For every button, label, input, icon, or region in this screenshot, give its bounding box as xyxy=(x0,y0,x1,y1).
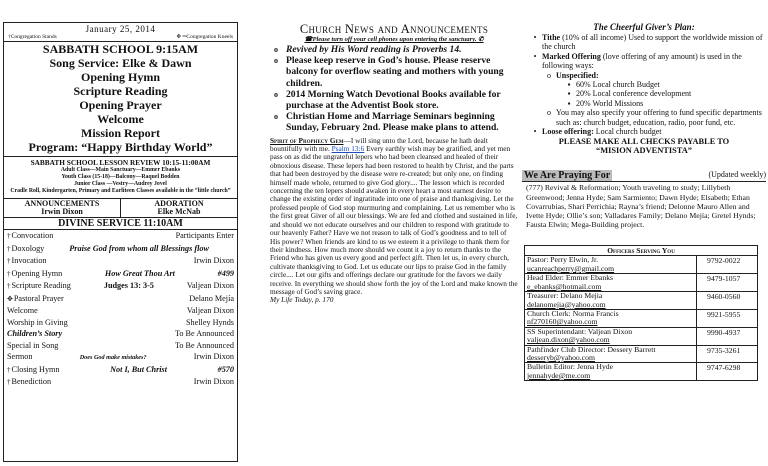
worship-item xyxy=(7,305,38,317)
worship-item-person: Valjean Dixon xyxy=(186,306,234,315)
officer-email[interactable]: nf270160@yahoo.com xyxy=(527,317,598,327)
officer-row xyxy=(525,273,757,291)
news-panel xyxy=(270,22,518,305)
worship-item-title: How Great Thou Art xyxy=(104,268,175,278)
giving-heading: The Cheerful Giver’s Plan: xyxy=(593,22,695,32)
roles-row xyxy=(4,199,237,217)
tithe-item: • Tithe (10% of all income) Used to support the worldwide mission of the church xyxy=(533,33,763,52)
officer-name: Head Elder: Emmer Ebanks xyxy=(527,273,614,283)
officer-row xyxy=(525,362,757,380)
worship-item-label: Convocation xyxy=(11,231,54,240)
officer-email[interactable]: ucanreachperry@gmail.com xyxy=(527,263,615,273)
marked-offering-item: • Marked Offering (love offering of any amount) is used in the following ways: xyxy=(533,51,742,71)
news-item-text: Please keep reserve in God’s house. Please reserve balcony for overflow seating and mothers with young children. xyxy=(286,55,504,89)
news-item xyxy=(274,44,518,55)
officers-heading: Officers Serving You xyxy=(607,246,675,256)
lesson-review-title: SABBATH SCHOOL LESSON REVIEW 10:15-11:00AM xyxy=(30,158,211,167)
mark-icon: † xyxy=(7,244,11,253)
square-bullet-icon: ▪ xyxy=(567,80,571,90)
worship-item xyxy=(7,351,32,363)
giving-plan: • Tithe (10% of all income) Used to support the worldwide mission of the church • Marked Offering (love offering of any amount) is used in the following ways: o Unspecified: ▪ 60% Local church Budget ▪ 20% Local conference development ▪ 20% World Missions o You may also specify your offering to fund specific departments such as: church budget, education, radio, poor fund, etc. • Loose offering: Local church budget xyxy=(522,33,766,136)
worship-item-label: Opening Hymn xyxy=(11,268,63,278)
news-list xyxy=(274,44,518,134)
officer-cell xyxy=(525,274,697,291)
ss-line: SABBATH SCHOOL 9:15AM xyxy=(42,42,199,56)
news-item-text: 2014 Morning Watch Devotional Books available for purchase at the Adventist Book store. xyxy=(286,88,501,112)
officer-row xyxy=(525,255,757,273)
news-item xyxy=(274,89,518,111)
worship-row xyxy=(7,230,234,243)
ss-line: Mission Report xyxy=(81,126,160,140)
checks-notice: PLEASE MAKE ALL CHECKS PAYABLE TO “MISION ADVENTISTA” xyxy=(558,137,730,156)
scripture-link[interactable]: Psalm 13:6 xyxy=(331,144,365,154)
announcements-cell: ANNOUNCEMENTS Irwin Dixon xyxy=(24,199,100,216)
review-line: Youth Class (15-18)—Balcony—Raquel Bodden xyxy=(61,174,180,180)
officer-name: Bulletin Editor: Jenna Hyde xyxy=(527,362,614,372)
bullet-icon: o xyxy=(274,45,278,54)
bullet-icon: o xyxy=(274,112,278,122)
phone-notice: ☎Please turn off your cell phones upon entering the sanctuary. ✆ xyxy=(304,36,484,43)
officer-email[interactable]: desseryb@yahoo.com xyxy=(527,352,595,362)
worship-item-person: Delano Mejía xyxy=(189,293,234,303)
officer-phone: 9747-6298 xyxy=(707,363,741,373)
worship-item xyxy=(7,280,71,293)
prayer-list: (777) Revival & Reformation; Youth traveling to study; Lillybeth Greenwood; Jenna Hyde; Sam Sarmiento; Dawn Hyde; Elsabeth; Ethan Covarrubias, Shari Perrichia; Rayna’s friend; Delonne Mauro Allen and Ivette Hyde; Ollie’s son; Valladares Family; Delano Mejía; Gretel Hynds; Fausta Elwin; Mega-Building project. xyxy=(526,183,756,230)
officer-phone: 9460-0560 xyxy=(707,292,741,302)
sop-label: Spirit of Prophecy Gem xyxy=(270,135,344,145)
worship-order xyxy=(4,230,237,389)
worship-item-person: Irwin Dixon xyxy=(193,352,234,361)
officer-cell xyxy=(525,328,697,345)
ss-line: Scripture Reading xyxy=(73,84,168,98)
worship-row xyxy=(7,364,234,377)
worship-item-label: Children’s Story xyxy=(7,329,63,338)
review-line: Junior Class —Vestry—Audrey Jovel xyxy=(74,181,167,187)
program-title: Program: “Happy Birthday World” xyxy=(28,140,213,154)
officer-row xyxy=(525,327,757,345)
worship-item xyxy=(7,364,60,377)
officer-name: Pathfinder Club Director: Dessery Barrett xyxy=(527,344,656,354)
legend-kneel: ✥ ═Congregation Kneels xyxy=(176,34,233,40)
worship-item xyxy=(7,230,53,243)
prayer-updated: (Updated weekly) xyxy=(708,170,766,180)
bulletin-date: January 25, 2014 xyxy=(85,24,156,34)
worship-row xyxy=(7,340,234,352)
worship-item xyxy=(7,255,47,268)
news-item xyxy=(274,55,518,89)
news-heading: Church News and Announcements xyxy=(299,22,489,36)
worship-item xyxy=(7,293,64,306)
worship-item xyxy=(7,268,62,281)
worship-item-label: Invocation xyxy=(11,256,47,265)
worship-item xyxy=(7,243,44,256)
officer-name: SS Superintendant: Valjean Dixon xyxy=(527,326,633,336)
spirit-of-prophecy-gem: Spirit of Prophecy Gem—I will sing unto the Lord, because he hath dealt bountifully with me. Psalm 13:6 Every earthly wish may be gratified, and yet men pass on as did the ungrateful lepers who had been cleansed and healed of their obnoxious disease. These lepers had been restored to health by Christ, and the parts that had been destroyed by the disease were re-created; but only one, on finding himself made whole, returned to give God glory.... The lesson which is recorded concerning the ten lepers should awaken in every heart a most earnest desire to change the existing order of ingratitude into one of praise and thanksgiving. Let the professed people of God stop murmuring and complaining. Let us remember who is the first great Giver of all our blessings. We are fed and clothed and sustained in life, and should we not educate ourselves and our children to respond with gratitude to our heavenly Father? Have we not reason to talk of God’s goodness and to tell of His power? When friends are kind to us we esteem it a privilege to thank them for their kindness. How much more should we count it a joy to return thanks to the Friend who has given us every good and perfect gift. Then let us, in every church, cultivate thanksgiving to God. Let us educate our lips to praise God in the family circle.... Let our gifts and offerings declare our gratitude for the favors we daily receive. In everything we should show forth the joy of the Lord and make known the message of God’s saving grace. My Life Today, p. 170 xyxy=(270,135,518,305)
sop-source: My Life Today, p. 170 xyxy=(270,295,334,305)
worship-row xyxy=(7,255,234,268)
prayer-header xyxy=(522,170,766,182)
bulletin-panel xyxy=(3,22,238,462)
split-label: 60% Local church Budget xyxy=(576,80,660,90)
worship-item-title: Judges 13: 3-5 xyxy=(103,281,154,290)
officers-table xyxy=(524,245,758,381)
ss-line: Welcome xyxy=(97,112,144,126)
worship-item-label: Scripture Reading xyxy=(11,281,71,290)
bullet-icon: o xyxy=(274,56,278,66)
mark-icon: † xyxy=(7,282,11,290)
officer-phone: 9921-5955 xyxy=(707,309,741,319)
review-line: Adult Class—Main Sanctuary—Emmer Ebanks xyxy=(60,167,181,173)
officer-phone: 9990-4937 xyxy=(707,327,741,337)
worship-item-title: Does God make mistakes? xyxy=(79,354,147,361)
worship-item-label: Closing Hymn xyxy=(11,364,60,374)
worship-row xyxy=(7,328,234,340)
bullet-icon: o xyxy=(274,89,278,99)
worship-row xyxy=(7,376,234,389)
prayer-title: We Are Praying For xyxy=(524,170,611,182)
officer-phone: 9792-0022 xyxy=(707,256,741,266)
worship-item xyxy=(7,340,58,352)
worship-row xyxy=(7,351,234,364)
officer-phone: 9735-3261 xyxy=(707,345,741,355)
officer-name: Treasurer: Delano Mejia xyxy=(527,291,603,301)
review-line: Cradle Roll, Kindergarten, Primary and Earliteen Classes available in the “little church” xyxy=(10,188,231,194)
officer-email[interactable]: delanomejia@yahoo.com xyxy=(527,299,606,309)
legend xyxy=(4,34,237,41)
worship-item-label: Special in Song xyxy=(7,340,59,350)
ss-line: Opening Prayer xyxy=(79,98,162,112)
officer-email[interactable]: e_ebanks@hotmail.com xyxy=(527,281,602,291)
mark-icon: ✥ xyxy=(7,294,13,303)
mark-icon: † xyxy=(7,257,11,265)
worship-row xyxy=(7,317,234,329)
worship-item-person: To Be Announced xyxy=(174,329,234,338)
mark-icon: † xyxy=(7,232,11,240)
lesson-review xyxy=(4,157,237,198)
officer-cell xyxy=(525,363,697,380)
worship-item-person: Irwin Dixon xyxy=(193,377,234,386)
loose-offering-item: • Loose offering: Local church budget xyxy=(533,127,662,137)
worship-item-person: #499 xyxy=(217,268,234,278)
worship-row xyxy=(7,243,234,256)
officer-phone: 9479-1057 xyxy=(707,274,741,284)
worship-item-label: Worship in Giving xyxy=(7,317,68,327)
square-bullet-icon: ▪ xyxy=(567,98,571,108)
worship-row xyxy=(7,293,234,306)
worship-item-label: Doxology xyxy=(11,243,45,253)
worship-item-label: Sermon xyxy=(7,352,33,361)
square-bullet-icon: ▪ xyxy=(567,89,571,99)
officer-cell xyxy=(525,292,697,309)
worship-item xyxy=(7,376,51,389)
worship-item-label: Benediction xyxy=(11,377,52,386)
officer-row xyxy=(525,309,757,327)
officer-cell xyxy=(525,256,697,273)
split-item xyxy=(562,80,766,89)
split-label: 20% World Missions xyxy=(576,98,644,108)
news-item-text: Revived by His Word reading is Proverbs 14. xyxy=(286,44,462,55)
split-item xyxy=(562,99,766,108)
mark-icon: † xyxy=(7,269,11,278)
worship-item-person: Irwin Dixon xyxy=(193,256,234,265)
officer-name: Pastor: Perry Elwin, Jr. xyxy=(527,255,599,265)
worship-item-title: Praise God from whom all Blessings flow xyxy=(69,243,209,253)
split-label: 20% Local conference development xyxy=(576,89,692,99)
worship-item-label: Welcome xyxy=(7,306,38,315)
worship-item xyxy=(7,328,62,340)
adoration-cell: ADORATION Elke McNab xyxy=(120,199,237,217)
worship-item-person: #570 xyxy=(217,364,234,374)
legend-stand: †Congregation Stands xyxy=(8,34,57,40)
news-item-text: Christian Home and Marriage Seminars beginning Sunday, February 2nd. Please make plans to attend. xyxy=(286,111,499,134)
split-item xyxy=(562,89,766,98)
officer-name: Church Clerk: Norma Francis xyxy=(527,308,619,318)
worship-row xyxy=(7,280,234,293)
news-item xyxy=(274,111,518,133)
worship-row xyxy=(7,305,234,317)
worship-row xyxy=(7,268,234,281)
officer-email[interactable]: jennahyde@me.com xyxy=(527,370,591,380)
specify-item: o You may also specify your offering to fund specific departments such as: church budget, education, radio, poor fund, etc. xyxy=(547,108,762,127)
divine-service-title: DIVINE SERVICE 11:10AM xyxy=(58,218,183,229)
officer-cell xyxy=(525,310,697,327)
worship-item-person: To Be Announced xyxy=(174,340,234,350)
worship-item-person: Shelley Hynds xyxy=(186,317,234,327)
worship-item xyxy=(7,317,68,329)
sabbath-school-program xyxy=(4,42,237,140)
worship-item-title: Not I, But Christ xyxy=(110,364,167,374)
worship-item-person: Valjean Dixon xyxy=(186,281,234,290)
worship-item-person: Participants Enter xyxy=(175,231,234,240)
info-panel xyxy=(522,22,766,381)
worship-item-label: Pastoral Prayer xyxy=(13,293,64,303)
mark-icon: † xyxy=(7,365,11,374)
officer-row xyxy=(525,291,757,309)
officer-email[interactable]: valjean.dixon@yahoo.com xyxy=(527,335,610,345)
ss-line: Song Service: Elke & Dawn xyxy=(49,56,192,70)
officer-row xyxy=(525,345,757,363)
mark-icon: † xyxy=(7,378,11,386)
ss-line: Opening Hymn xyxy=(80,70,161,84)
officer-cell xyxy=(525,346,697,363)
offering-splits xyxy=(528,80,766,108)
